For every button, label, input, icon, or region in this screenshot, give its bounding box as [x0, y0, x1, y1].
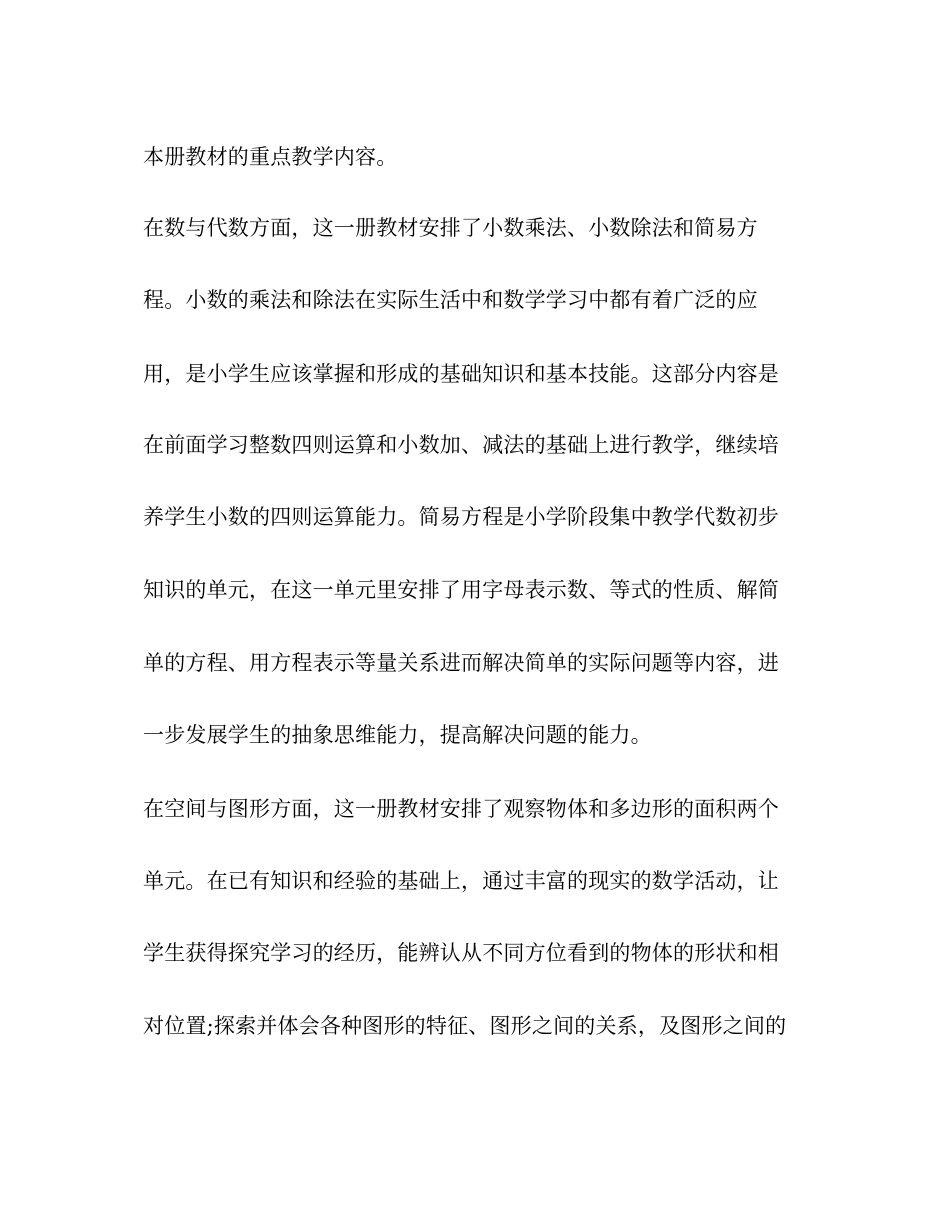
text-line-7: 知识的单元，在这一单元里安排了用字母表示数、等式的性质、解简 — [143, 578, 779, 602]
text-line-8: 单的方程、用方程表示等量关系进而解决简单的实际问题等内容，进 — [143, 651, 779, 675]
text-line-11: 单元。在已有知识和经验的基础上，通过丰富的现实的数学活动，让 — [143, 869, 779, 893]
text-line-12: 学生获得探究学习的经历，能辨认从不同方位看到的物体的形状和相 — [143, 941, 779, 965]
text-line-3: 程。小数的乘法和除法在实际生活中和数学学习中都有着广泛的应 — [143, 288, 758, 312]
text-line-6: 养学生小数的四则运算能力。简易方程是小学阶段集中教学代数初步 — [143, 505, 779, 529]
text-line-4: 用，是小学生应该掌握和形成的基础知识和基本技能。这部分内容是 — [143, 362, 779, 386]
text-line-9: 一步发展学生的抽象思维能力，提高解决问题的能力。 — [143, 723, 652, 747]
text-line-5: 在前面学习整数四则运算和小数加、减法的基础上进行教学，继续培 — [143, 433, 779, 457]
text-line-13: 对位置;探索并体会各种图形的特征、图形之间的关系，及图形之间的 — [143, 1014, 787, 1038]
text-line-10: 在空间与图形方面，这一册教材安排了观察物体和多边形的面积两个 — [143, 797, 779, 821]
text-line-1: 本册教材的重点教学内容。 — [143, 145, 398, 169]
text-line-2: 在数与代数方面，这一册教材安排了小数乘法、小数除法和简易方 — [143, 216, 758, 240]
